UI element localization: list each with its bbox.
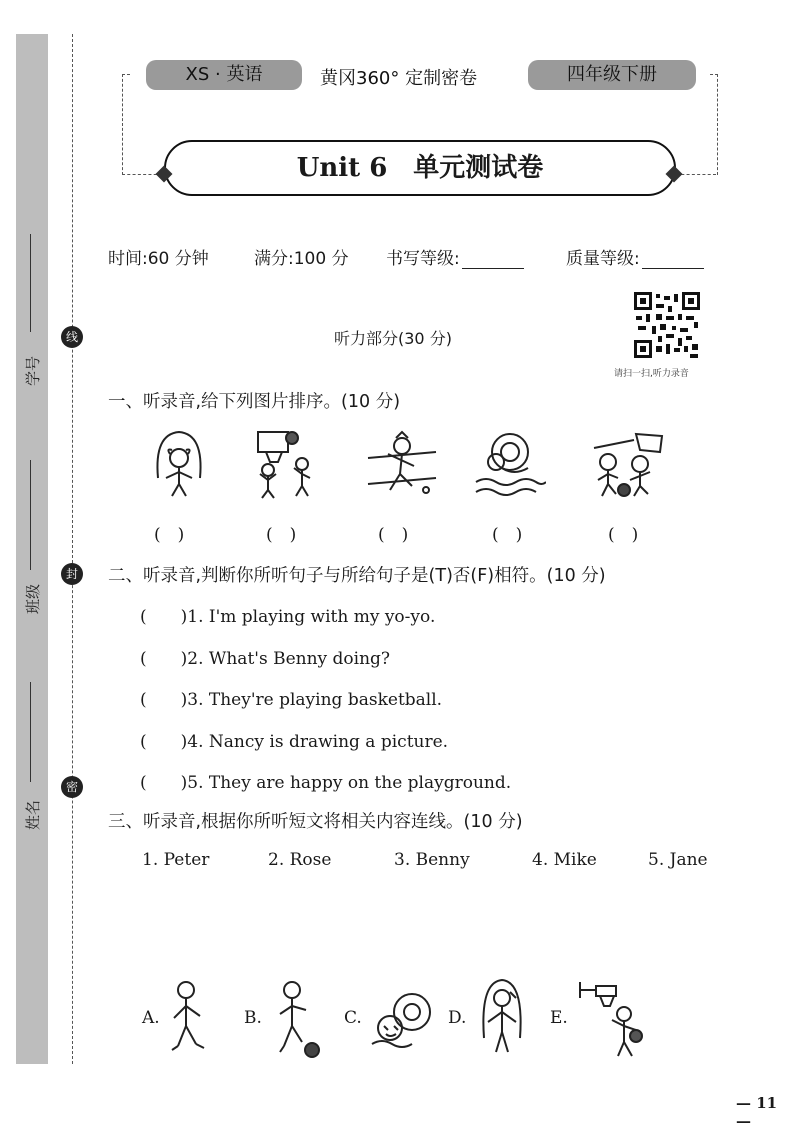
judge-item-2: ( )2. What's Benny doing? xyxy=(140,649,391,669)
picture-4-blank[interactable]: ( ) xyxy=(492,525,523,545)
seal-seal-mark: 封 xyxy=(61,563,83,585)
answer-blank-1[interactable]: ( ) xyxy=(140,607,188,627)
subject-pill: XS · 英语 xyxy=(146,60,302,90)
picture-2-blank[interactable]: ( ) xyxy=(266,525,297,545)
quality-grade-blank[interactable] xyxy=(642,252,704,269)
boy-football-icon xyxy=(268,980,324,1064)
boy-running-icon xyxy=(366,428,432,500)
page-title: Unit 6 单元测试卷 xyxy=(164,140,676,196)
section1-title: 一、听录音,给下列图片排序。(10 分) xyxy=(108,392,401,412)
answer-blank-3[interactable]: ( ) xyxy=(140,690,188,710)
section3-title: 三、听录音,根据你所听短文将相关内容连线。(10 分) xyxy=(108,812,523,832)
option-d-label[interactable]: D. xyxy=(448,1008,467,1028)
name-rose[interactable]: 2. Rose xyxy=(268,850,332,870)
option-e-label[interactable]: E. xyxy=(550,1008,568,1028)
name-jane[interactable]: 5. Jane xyxy=(648,850,708,870)
boy-basketball-icon xyxy=(576,980,646,1064)
quality-grade-label: 质量等级: xyxy=(566,244,704,269)
girl-swimming-icon xyxy=(368,990,438,1054)
picture-5-blank[interactable]: ( ) xyxy=(608,525,639,545)
binding-strip xyxy=(16,34,48,1064)
grade-pill: 四年级下册 xyxy=(528,60,696,90)
writing-grade-blank[interactable] xyxy=(462,252,524,269)
name-blank-line xyxy=(30,682,31,782)
name-benny[interactable]: 3. Benny xyxy=(394,850,470,870)
time-info: 时间:60 分钟 xyxy=(108,249,209,269)
judge-item-4: ( )4. Nancy is drawing a picture. xyxy=(140,732,449,752)
class-blank-line xyxy=(30,460,31,570)
class-label: 班级 xyxy=(24,583,42,614)
girl-skipping-rope-icon xyxy=(474,978,530,1062)
seal-line-mark: 线 xyxy=(61,326,83,348)
boys-football-icon xyxy=(590,428,664,500)
picture-1-blank[interactable]: ( ) xyxy=(154,525,185,545)
boy-running-icon xyxy=(164,980,214,1060)
girl-swimming-icon xyxy=(474,428,540,500)
boys-basketball-icon xyxy=(252,428,318,500)
judge-item-3: ( )3. They're playing basketball. xyxy=(140,690,443,710)
option-b-label[interactable]: B. xyxy=(244,1008,262,1028)
qr-code-icon[interactable] xyxy=(634,292,700,358)
judge-item-5: ( )5. They are happy on the playground. xyxy=(140,773,512,793)
girl-skipping-rope-icon xyxy=(146,428,212,500)
name-mike[interactable]: 4. Mike xyxy=(532,850,597,870)
option-a-label[interactable]: A. xyxy=(142,1008,160,1028)
section2-title: 二、听录音,判断你所听句子与所给句子是(T)否(F)相符。(10 分) xyxy=(108,566,606,586)
number-blank-line xyxy=(30,234,31,332)
name-label: 姓名 xyxy=(24,799,42,830)
option-c-label[interactable]: C. xyxy=(344,1008,362,1028)
answer-blank-2[interactable]: ( ) xyxy=(140,649,188,669)
cut-line xyxy=(72,34,73,1064)
score-info: 满分:100 分 xyxy=(254,249,349,269)
qr-caption: 请扫一扫,听力录音 xyxy=(614,369,689,379)
picture-3-blank[interactable]: ( ) xyxy=(378,525,409,545)
judge-item-1: ( )1. I'm playing with my yo-yo. xyxy=(140,607,436,627)
listening-title: 听力部分(30 分) xyxy=(334,329,452,348)
answer-blank-4[interactable]: ( ) xyxy=(140,732,188,752)
writing-grade-label: 书写等级: xyxy=(386,244,524,269)
page-number: — 11 — xyxy=(736,1094,778,1130)
name-peter[interactable]: 1. Peter xyxy=(142,850,210,870)
answer-blank-5[interactable]: ( ) xyxy=(140,773,188,793)
seal-secret-mark: 密 xyxy=(61,776,83,798)
student-number-label: 学号 xyxy=(24,355,42,386)
series-title: 黄冈360° 定制密卷 xyxy=(320,68,478,89)
